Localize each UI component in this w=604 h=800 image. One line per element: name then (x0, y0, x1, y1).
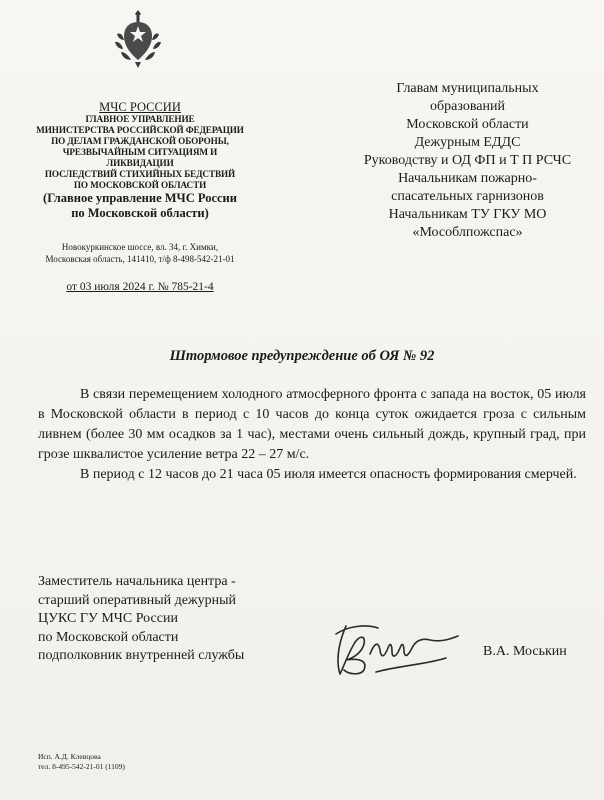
body-paragraph: В связи перемещением холодного атмосферного фронта с запада на восток, 05 июля в Московской области в период с 10 часов до конца суток ожидается гроза с сильным ливнем (более 30 мм осадков за 1 час), местами очень сильный дождь, крупный град, при грозе шквалистое усиление ветра 22 – 27 м/с. (38, 387, 586, 462)
sender-org-line: МИНИСТЕРСТВА РОССИЙСКОЙ ФЕДЕРАЦИИ (36, 125, 244, 135)
sender-org-line: ГЛАВНОЕ УПРАВЛЕНИЕ (85, 114, 195, 124)
handwritten-signature (318, 614, 468, 684)
address-line: Московская область, 141410, т/ф 8-498-542-21-01 (45, 254, 235, 264)
recipient-line: Начальникам пожарно- (398, 171, 537, 186)
recipient-line: Дежурным ЕДДС (414, 135, 521, 150)
recipient-line: спасательных гарнизонов (391, 189, 544, 204)
sender-address (30, 241, 250, 265)
sender-short-name: (Главное управление МЧС России (43, 191, 237, 205)
position-line: подполковник внутренней службы (38, 648, 245, 663)
recipient-line: Начальникам ТУ ГКУ МО (388, 207, 547, 222)
address-line: Новокуркинское шоссе, вл. 34, г. Химки, (61, 242, 219, 252)
body-paragraph: В период с 12 часов до 21 часа 05 июля имеется опасность формирования смерчей. (80, 467, 577, 482)
recipient-line: Московской области (406, 117, 529, 132)
position-line: ЦУКС ГУ МЧС России (38, 611, 178, 626)
executor-name: Исп. А.Д. Клевцова (38, 752, 101, 761)
signer-name: В.А. Моськин (483, 644, 567, 659)
document-title: Штормовое предупреждение об ОЯ № 92 (169, 348, 435, 364)
sender-org-line: ПО МОСКОВСКОЙ ОБЛАСТИ (73, 180, 207, 190)
document-body (38, 385, 586, 485)
executor-info (38, 752, 125, 772)
sender-org-line: ПО ДЕЛАМ ГРАЖДАНСКОЙ ОБОРОНЫ, (51, 136, 229, 146)
signatory-position (38, 573, 288, 666)
letter-date-number: от 03 июля 2024 г. № 785-21-4 (66, 281, 214, 293)
sender-org-line: ЧРЕЗВЫЧАЙНЫМ СИТУАЦИЯМ И ЛИКВИДАЦИИ (62, 147, 218, 168)
letter-reference (30, 281, 250, 293)
recipient-line: «Мособлпожспас» (412, 225, 523, 240)
recipient-line: образований (430, 99, 505, 114)
position-line: Заместитель начальника центра - (38, 574, 236, 589)
sender-org-title: МЧС РОССИИ (99, 100, 181, 114)
sender-short-name: по Московской области) (71, 206, 209, 220)
recipient-line: Главам муниципальных (396, 81, 539, 96)
executor-phone: тел. 8-495-542-21-01 (1109) (38, 762, 125, 771)
position-line: старший оперативный дежурный (38, 592, 237, 608)
recipient-line: Руководству и ОД ФП и Т П РСЧС (363, 153, 572, 168)
emchs-emblem-icon (113, 8, 163, 70)
sender-org-line: ПОСЛЕДСТВИЙ СТИХИЙНЫХ БЕДСТВИЙ (44, 169, 236, 179)
position-line: по Московской области (38, 629, 179, 645)
sender-header (30, 100, 250, 293)
recipients-block (345, 80, 590, 242)
